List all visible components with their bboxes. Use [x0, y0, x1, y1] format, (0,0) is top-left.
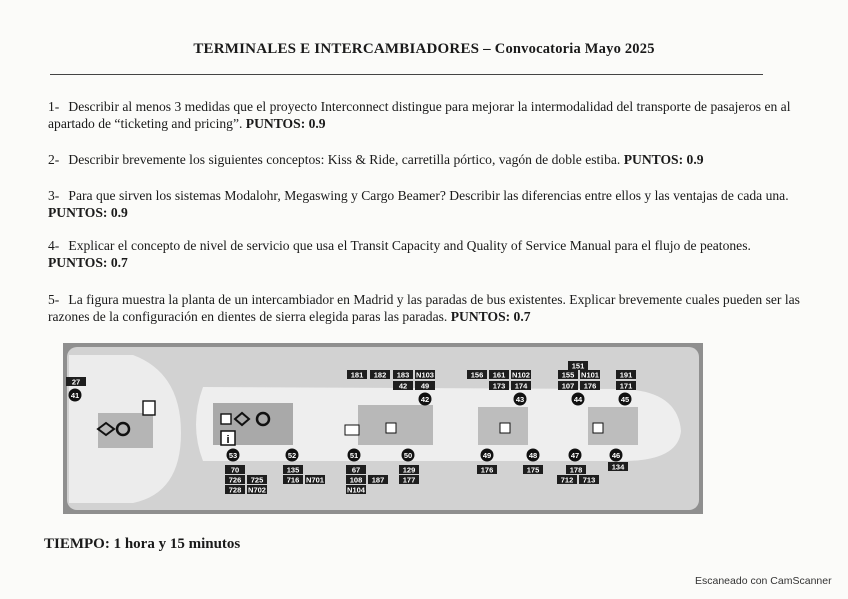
route-label [467, 370, 487, 380]
exam-title [0, 41, 848, 58]
route-label [580, 381, 600, 391]
route-label [489, 370, 509, 380]
elevator-icon [386, 423, 396, 433]
route-number: 176 [583, 381, 597, 391]
route-label [347, 370, 367, 380]
route-number: N104 [347, 485, 365, 495]
stop-id: 43 [515, 395, 525, 404]
route-label [346, 475, 366, 485]
question-text: Describir brevemente los siguientes conceptos: Kiss & Ride, carretilla pórtico, vagón de doble estiba. [68, 152, 621, 167]
route-number: 151 [571, 361, 585, 371]
route-number: 712 [560, 475, 574, 485]
route-number: 726 [228, 475, 242, 485]
route-label [346, 485, 366, 495]
route-label [616, 381, 636, 391]
route-number: 178 [569, 465, 583, 475]
stop-id: 49 [482, 451, 492, 460]
stop-marker [610, 449, 623, 462]
route-label [225, 485, 245, 495]
route-label [489, 381, 509, 391]
route-number: 129 [402, 465, 416, 475]
exam-session: Convocatoria Mayo 2025 [494, 41, 655, 57]
stop-marker [527, 449, 540, 462]
route-number: 175 [526, 465, 540, 475]
question-1 [48, 98, 803, 132]
exam-title-main: TERMINALES E INTERCAMBIADORES – [193, 41, 491, 57]
question-text: Explicar el concepto de nivel de servicio que usa el Transit Capacity and Quality of Service Manual para el flujo de peatones. [68, 238, 751, 253]
stop-marker [514, 393, 527, 406]
interchange-floor-plan [63, 343, 703, 514]
stairs-icon [345, 425, 359, 435]
route-number: 135 [286, 465, 300, 475]
question-text: Para que sirven los sistemas Modalohr, Megaswing y Cargo Beamer? Describir las diferencias entre ellos y las ventajas de cada una. [68, 188, 789, 203]
route-number: 716 [286, 475, 300, 485]
route-number: 176 [480, 465, 494, 475]
route-label [566, 465, 586, 475]
svg-text:i: i [226, 434, 230, 446]
title-divider [50, 74, 763, 75]
route-label [415, 381, 435, 391]
route-number: 107 [561, 381, 575, 391]
route-label [393, 381, 413, 391]
route-label [399, 475, 419, 485]
route-number: 70 [230, 465, 240, 475]
stop-id: 46 [611, 451, 621, 460]
route-label [66, 377, 86, 387]
route-label [393, 370, 413, 380]
question-points: PUNTOS: 0.7 [48, 255, 128, 270]
stop-marker [481, 449, 494, 462]
route-label [557, 475, 577, 485]
route-label [346, 465, 366, 475]
elevator-icon [500, 423, 510, 433]
question-number: 2- [48, 152, 60, 167]
route-number: N701 [306, 475, 324, 485]
route-label [370, 370, 390, 380]
scanner-watermark: Escaneado con CamScanner [695, 575, 832, 587]
route-label [511, 370, 531, 380]
access-zone [98, 413, 153, 448]
route-label [225, 475, 245, 485]
route-number: 182 [373, 370, 387, 380]
route-label [511, 381, 531, 391]
question-number: 1- [48, 99, 60, 114]
route-label [568, 361, 588, 371]
route-number: 728 [228, 485, 242, 495]
stop-marker [69, 389, 82, 402]
stop-id: 50 [403, 451, 413, 460]
route-number: N101 [581, 370, 599, 380]
route-label [283, 475, 303, 485]
route-number: N103 [416, 370, 434, 380]
route-number: 134 [611, 462, 625, 472]
stop-marker [572, 393, 585, 406]
route-number: 174 [514, 381, 528, 391]
question-points: PUNTOS: 0.7 [450, 309, 531, 324]
stop-id: 47 [570, 451, 580, 460]
stop-id: 42 [420, 395, 430, 404]
stop-marker [419, 393, 432, 406]
route-number: 173 [492, 381, 506, 391]
route-number: 156 [470, 370, 484, 380]
question-4 [48, 237, 803, 271]
route-number: 42 [398, 381, 408, 391]
question-points: PUNTOS: 0.9 [623, 152, 704, 167]
route-number: 108 [349, 475, 363, 485]
question-number: 5- [48, 292, 60, 307]
route-number: 725 [250, 475, 264, 485]
stop-id: 48 [528, 451, 538, 460]
route-label [608, 462, 628, 472]
route-label [415, 370, 435, 380]
question-number: 3- [48, 188, 60, 203]
route-label [247, 475, 267, 485]
route-label [247, 485, 267, 495]
info-icon [221, 431, 235, 446]
route-number: N102 [512, 370, 530, 380]
route-label [558, 370, 578, 380]
stop-marker [348, 449, 361, 462]
route-number: 155 [561, 370, 575, 380]
question-5 [48, 291, 803, 325]
route-number: 161 [492, 370, 506, 380]
route-number: 27 [71, 377, 81, 387]
stop-id: 52 [287, 451, 297, 460]
stop-marker [286, 449, 299, 462]
stop-marker [402, 449, 415, 462]
stop-id: 44 [573, 395, 583, 404]
route-label [477, 465, 497, 475]
route-number: 177 [402, 475, 416, 485]
route-number: 713 [582, 475, 596, 485]
stop-marker [569, 449, 582, 462]
question-number: 4- [48, 238, 60, 253]
route-number: 187 [371, 475, 385, 485]
question-2 [48, 151, 803, 168]
stop-id: 51 [349, 451, 359, 460]
route-number: N702 [248, 485, 266, 495]
route-number: 181 [350, 370, 364, 380]
question-text: La figura muestra la planta de un intercambiador en Madrid y las paradas de bus existentes. Explicar brevemente cuales pueden ser las razones de la configuración en dientes de sierra elegida paras las paradas. [48, 292, 800, 324]
route-number: 171 [619, 381, 633, 391]
route-label [580, 370, 600, 380]
route-label [399, 465, 419, 475]
route-label [616, 370, 636, 380]
route-label [579, 475, 599, 485]
route-label [305, 475, 325, 485]
stop-id: 41 [70, 391, 80, 400]
stop-marker [227, 449, 240, 462]
route-label [225, 465, 245, 475]
route-label [523, 465, 543, 475]
route-label [368, 475, 388, 485]
question-points: PUNTOS: 0.9 [245, 116, 326, 131]
route-number: 191 [619, 370, 633, 380]
stop-id: 45 [620, 395, 630, 404]
question-3 [48, 187, 803, 221]
route-number: 49 [420, 381, 430, 391]
question-text: Describir al menos 3 medidas que el proyecto Interconnect distingue para mejorar la intermodalidad del transporte de pasajeros en al apartado de “ticketing and pricing”. [48, 99, 791, 131]
stop-marker [619, 393, 632, 406]
floor-plan-svg [63, 343, 703, 514]
route-label [558, 381, 578, 391]
stop-id: 53 [228, 451, 238, 460]
route-number: 183 [396, 370, 410, 380]
route-label [283, 465, 303, 475]
exam-duration: TIEMPO: 1 hora y 15 minutos [44, 536, 241, 552]
question-points: PUNTOS: 0.9 [48, 205, 128, 220]
route-number: 67 [351, 465, 361, 475]
elevator-icon [593, 423, 603, 433]
elevator-icon [143, 401, 155, 415]
